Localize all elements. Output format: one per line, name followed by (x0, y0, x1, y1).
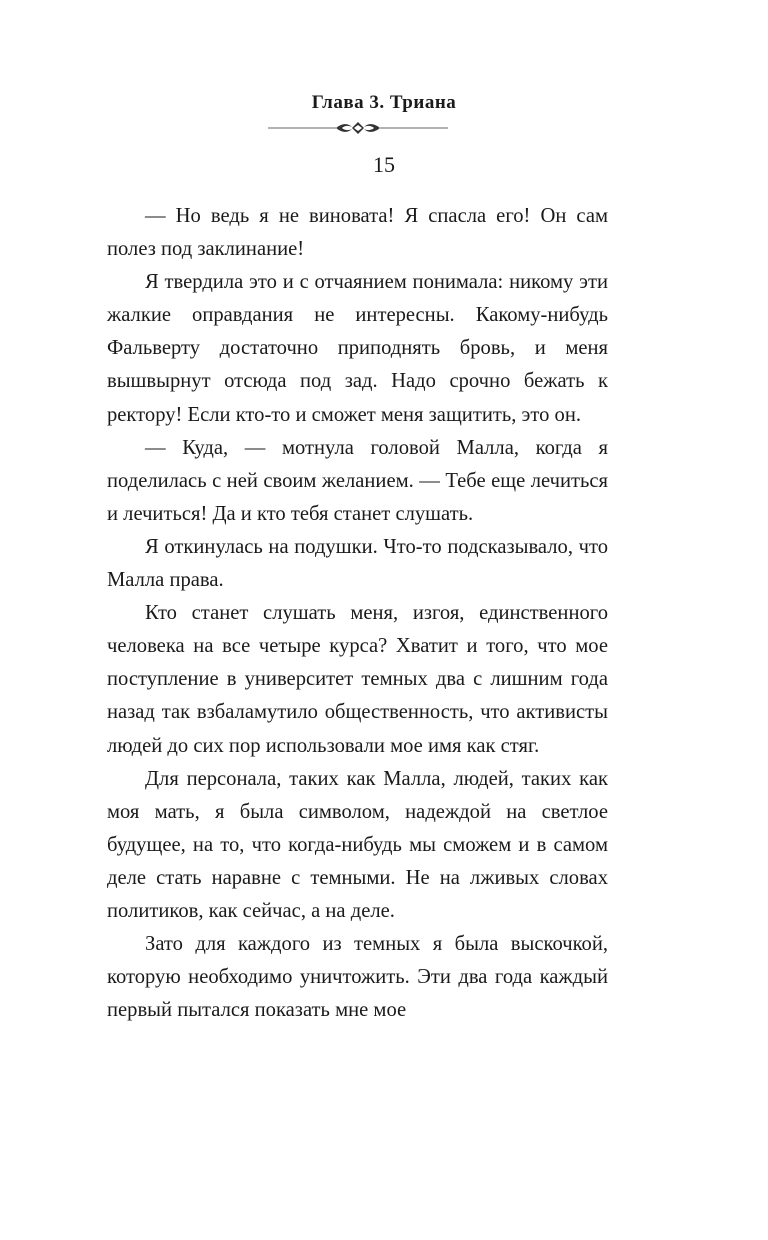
paragraph: Для персонала, таких как Малла, людей, таких как моя мать, я была символом, надеждой на светлое будущее, на то, что когда-нибудь мы сможем и в самом деле стать наравне с темными. Не на лживых словах политиков, как сейчас, а на деле. (107, 767, 608, 922)
page-number: 15 (373, 152, 395, 177)
paragraph: Кто станет слушать меня, изгоя, единственного человека на все четыре курса? Хватит и того, что мое поступление в университет темных два с лишним года назад так взбаламутило общественность, что активисты людей до сих пор использовали мое имя как стяг. (107, 602, 608, 757)
text-body (107, 200, 608, 1027)
paragraph: — Но ведь я не виновата! Я спасла его! Он сам полез под заклинание! (107, 205, 608, 261)
chapter-title: Глава 3. Триана (311, 92, 457, 113)
paragraph: — Куда, — мотнула головой Малла, когда я поделилась с ней своим желанием. — Тебе еще лечиться и лечиться! Да и кто тебя станет слушать. (107, 436, 608, 525)
paragraph: Я твердила это и с отчаянием понимала: никому эти жалкие оправдания не интересны. Какому-нибудь Фальверту достаточно приподнять бровь, и меня вышвырнут отсюда под зад. Надо срочно бежать к ректору! Если кто-то и сможет меня защитить, это он. (107, 271, 608, 426)
paragraph: Я откинулась на подушки. Что-то подсказывало, что Малла права. (107, 535, 608, 592)
paragraph: Зато для каждого из темных я была выскочкой, которую необходимо уничтожить. Эти два года каждый первый пытался показать мне мое (107, 933, 608, 1022)
flourish-divider-icon (268, 119, 448, 137)
